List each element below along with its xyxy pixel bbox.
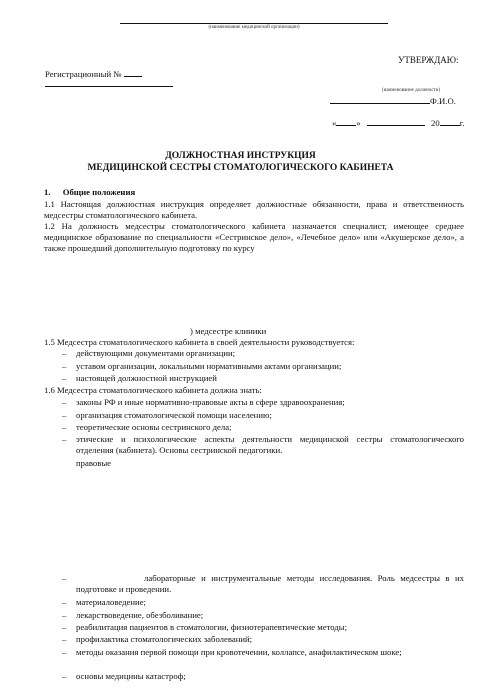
fragment-legal: правовые: [76, 458, 112, 468]
approve-label: УТВЕРЖДАЮ:: [398, 55, 459, 65]
list-item: уставом организации, локальными нормативными актами организации;: [76, 361, 342, 371]
bullet-dash: –: [62, 422, 67, 432]
title-line1: ДОЛЖНОСТНАЯ ИНСТРУКЦИЯ: [165, 151, 316, 161]
date-row: « » 20 г.: [332, 118, 465, 128]
bullet-dash: –: [62, 348, 67, 358]
bullet-dash: –: [62, 410, 67, 420]
bullet-dash: –: [62, 634, 67, 644]
list-item: реабилитация пациентов в стоматологии, физиотерапевтические методы;: [76, 622, 348, 632]
org-name-line: [120, 23, 388, 24]
list-item: материаловедение;: [76, 597, 146, 607]
list-item: основы медицины катастроф;: [76, 671, 186, 681]
list-item-lab: лабораторные и инструментальные методы исследования. Роль медсестры в их подготовке и проведении.: [76, 573, 464, 594]
registration-line: [45, 86, 173, 87]
list-item: настоящей должностной инструкцией: [76, 373, 217, 383]
org-name-caption: (наименование медицинской организации): [208, 25, 300, 30]
position-caption: (наименование должности): [382, 88, 441, 93]
list-item: действующими документами организации;: [76, 348, 236, 358]
bullet-dash: –: [62, 434, 67, 444]
bullet-dash: –: [62, 597, 67, 607]
bullet-dash: –: [62, 361, 67, 371]
list-item: организация стоматологической помощи населению;: [76, 410, 272, 420]
title-line2: МЕДИЦИНСКОЙ СЕСТРЫ СТОМАТОЛОГИЧЕСКОГО КАБИНЕТА: [87, 163, 394, 173]
bullet-dash: –: [62, 671, 67, 681]
registration-label: Регистрационный №: [45, 68, 142, 80]
paragraph-1-2: 1.2 На должность медсестры стоматологического кабинета назначается специалист, имеющее среднее медицинское образование по специальности «Сестринское дело», «Лечебное дело» или «Акушерское дело», а также прошедший дополнительную подготовку по курсу: [44, 221, 464, 253]
fio-row: [330, 95, 456, 107]
fio-label: Ф.И.О.: [430, 96, 456, 106]
bullet-dash: –: [62, 397, 67, 407]
bullet-dash: –: [62, 622, 67, 632]
fragment-clinic: ) медсестре клиники: [190, 326, 267, 336]
bullet-dash: –: [62, 647, 67, 657]
list-item: методы оказания первой помощи при кровотечении, коллапсе, анафилактическом шоке;: [76, 647, 402, 657]
paragraph-1-6: 1.6 Медсестра стоматологического кабинета должна знать:: [44, 385, 262, 395]
list-item: лекарствоведение, обезболивание;: [76, 610, 204, 620]
section-heading: 1. Общие положения: [44, 187, 136, 197]
list-item: теоретические основы сестринского дела;: [76, 422, 232, 432]
paragraph-1-5: 1.5 Медсестра стоматологического кабинета в своей деятельности руководствуется:: [44, 337, 355, 347]
paragraph-1-1: 1.1 Настоящая должностная инструкция определяет должностные обязанности, права и ответственность медсестры стоматологического кабинета.: [44, 199, 464, 220]
list-item: профилактика стоматологических заболеваний;: [76, 634, 253, 644]
list-item: законы РФ и иные нормативно-правовые акты в сфере здравоохранения;: [76, 397, 345, 407]
bullet-dash: –: [62, 373, 67, 383]
list-item: этические и психологические аспекты деятельности медицинской сестры стоматологического отделения (кабинета). Основы сестринской педагогики.: [76, 434, 464, 455]
bullet-dash: –: [62, 610, 67, 620]
bullet-dash: –: [62, 573, 67, 583]
